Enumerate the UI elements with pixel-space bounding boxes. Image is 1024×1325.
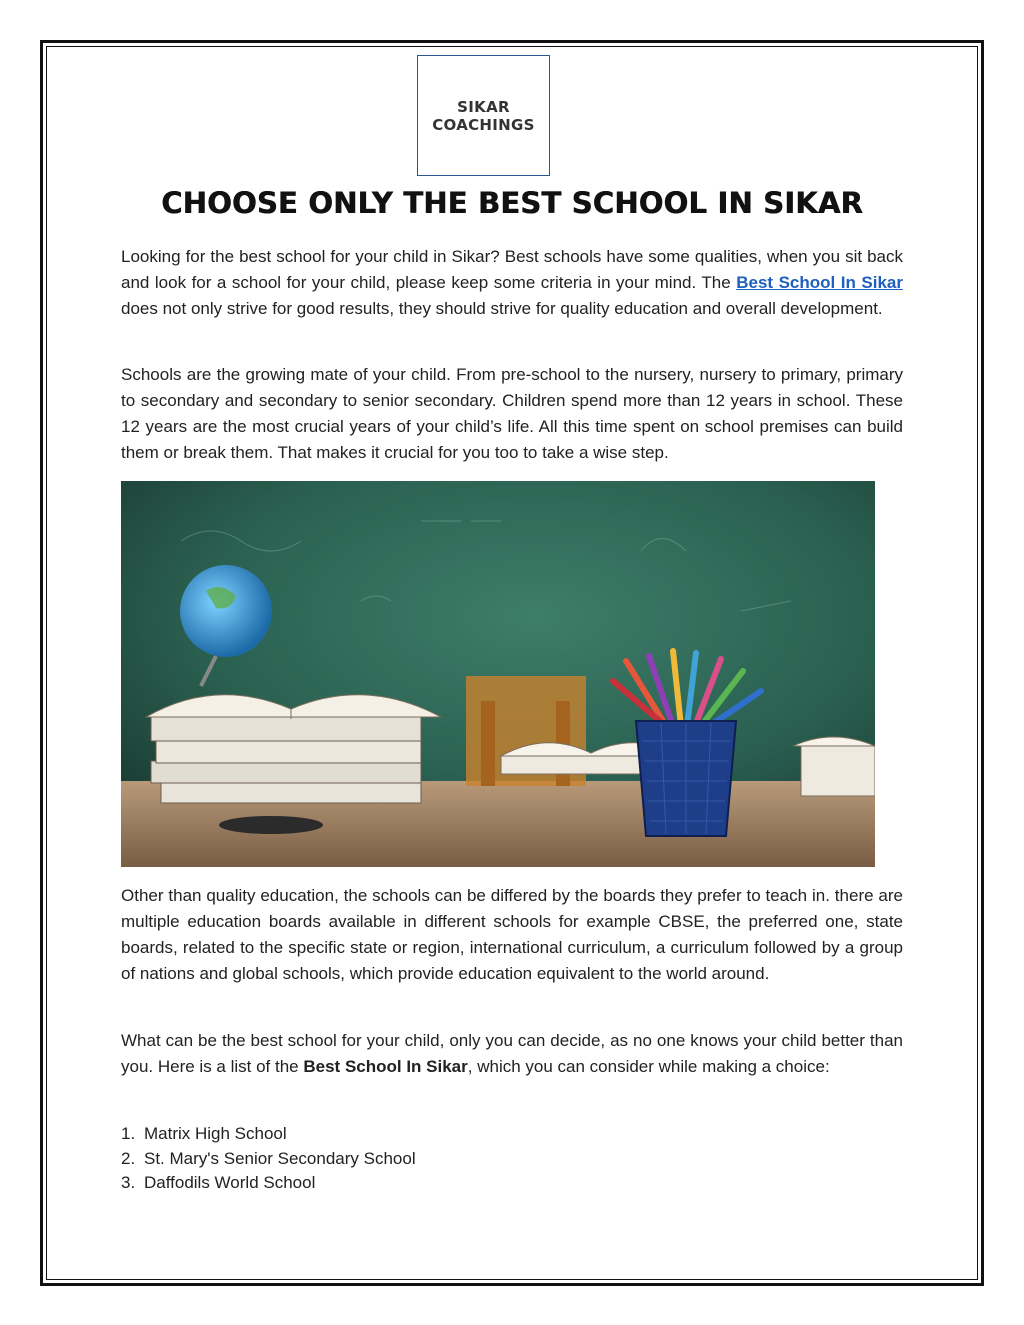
list-item-name: Daffodils World School (144, 1173, 316, 1192)
best-school-link[interactable]: Best School In Sikar (736, 273, 903, 292)
list-item (121, 1171, 416, 1196)
boards-paragraph: Other than quality education, the schools can be differed by the boards they prefer to teach in. there are multiple education boards available in different schools for example CBSE, the preferred one, state boards, related to the specific state or region, international curriculum, a curriculum followed by a group of nations and global schools, which provide education equivalent to the world around. (121, 886, 903, 983)
intro-paragraph (121, 244, 903, 322)
classroom-illustration (121, 481, 875, 867)
logo-line-1: SIKAR (457, 97, 510, 116)
list-intro-text-after: , which you can consider while making a choice: (467, 1057, 830, 1076)
school-list (121, 1122, 416, 1196)
sikar-coachings-logo (417, 55, 550, 176)
schools-paragraph: Schools are the growing mate of your child. From pre-school to the nursery, nursery to primary, primary to secondary and secondary to senior secondary. Children spend more than 12 years in school. These 12 years are the most crucial years of your child’s life. All this time spent on school premises can build them or break them. That makes it crucial for you too to take a wise step. (121, 365, 903, 462)
logo-line-2: COACHINGS (432, 115, 535, 134)
list-item-number: 3. (121, 1173, 136, 1192)
classroom-books-photo (121, 481, 875, 867)
page-title: CHOOSE ONLY THE BEST SCHOOL IN SIKAR (161, 186, 863, 220)
list-item-name: St. Mary's Senior Secondary School (144, 1148, 416, 1168)
list-intro-text-before: What can be the best school for your child, only you can decide, as no one knows your child better than you. Here is a list of the (121, 1031, 903, 1076)
intro-text-before: Looking for the best school for your child in Sikar? Best schools have some qualities, when you sit back and look for a school for your child, please keep some criteria in your mind. The (121, 247, 903, 292)
list-item-name: Matrix High School (144, 1124, 287, 1143)
list-item-number: 2. (121, 1148, 136, 1168)
list-item-number: 1. (121, 1124, 136, 1143)
intro-text-after: does not only strive for good results, they should strive for quality education and overall development. (121, 299, 883, 318)
list-intro-paragraph (121, 1028, 903, 1080)
list-item (121, 1147, 416, 1172)
list-intro-bold: Best School In Sikar (303, 1057, 468, 1076)
list-item (121, 1122, 416, 1147)
